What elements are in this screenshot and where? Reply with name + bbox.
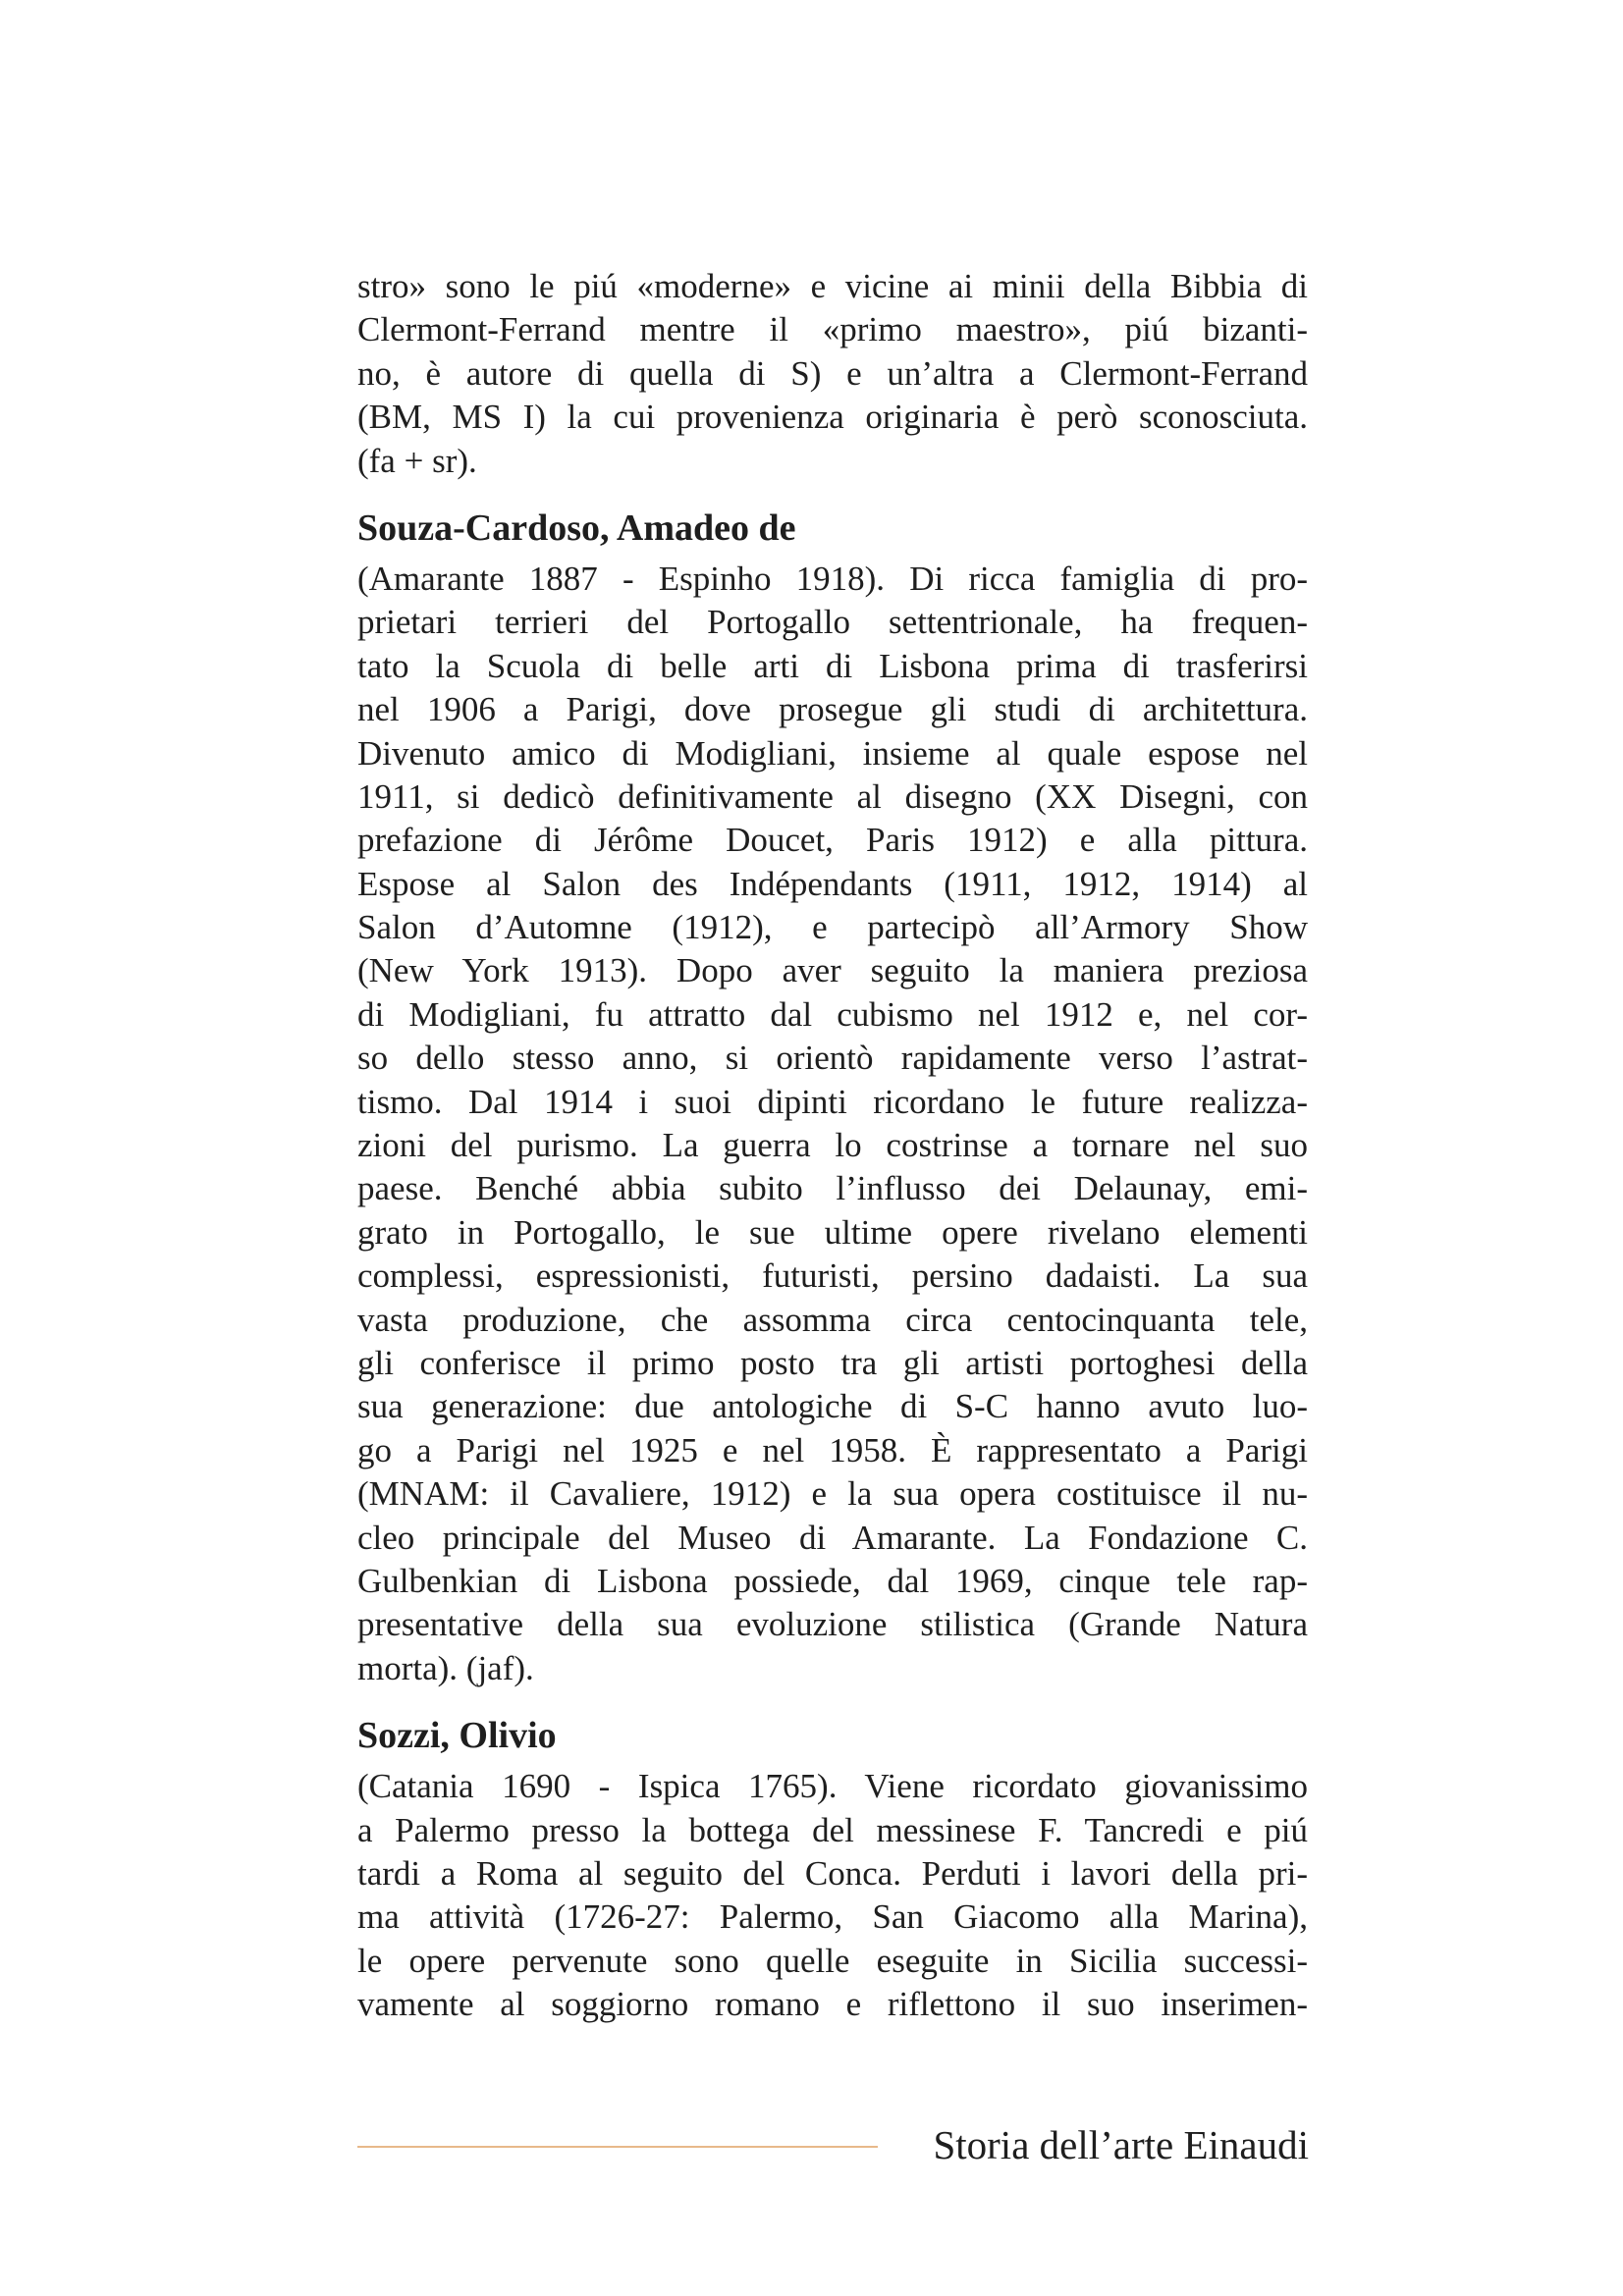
body-line: (fa + sr). <box>357 441 477 480</box>
body-line: prefazione di Jérôme Doucet, Paris 1912) e alla pittura. <box>357 821 1308 860</box>
body-line: (New York 1913). Dopo aver seguito la maniera preziosa <box>357 951 1308 990</box>
footer-title: Storia dell’arte Einaudi <box>933 2122 1309 2167</box>
body-line: grato in Portogallo, le sue ultime opere rivelano elementi <box>357 1212 1308 1252</box>
body-line: ma attività (1726-27: Palermo, San Giacomo alla Marina), <box>357 1897 1308 1937</box>
entry-souza-cardoso <box>357 505 1308 1690</box>
body-line: vasta produzione, che assomma circa centocinquanta tele, <box>357 1300 1308 1339</box>
body-line: (MNAM: il Cavaliere, 1912) e la sua opera costituisce il nu- <box>357 1474 1308 1514</box>
body-line: Clermont-Ferrand mentre il «primo maestro», piú bizanti- <box>357 310 1308 349</box>
body-line: prietari terrieri del Portogallo settentrionale, ha frequen- <box>357 603 1308 642</box>
body-line: tismo. Dal 1914 i suoi dipinti ricordano le future realizza- <box>357 1082 1308 1121</box>
body-line: no, è autore di quella di S) e un’altra a Clermont-Ferrand <box>357 353 1308 393</box>
body-line: gli conferisce il primo posto tra gli artisti portoghesi della <box>357 1343 1308 1382</box>
body-line: presentative della sua evoluzione stilistica (Grande Natura <box>357 1605 1308 1644</box>
entry-sozzi <box>357 1712 1308 2026</box>
body-line: (BM, MS I) la cui provenienza originaria è però sconosciuta. <box>357 398 1308 437</box>
body-line: cleo principale del Museo di Amarante. La Fondazione C. <box>357 1518 1308 1557</box>
body-line: 1911, si dedicò definitivamente al disegno (XX Disegni, con <box>357 776 1308 816</box>
body-line: tardi a Roma al seguito del Conca. Perduti i lavori della pri- <box>357 1853 1308 1893</box>
body-line: zioni del purismo. La guerra lo costrinse a tornare nel suo <box>357 1126 1308 1165</box>
body-line: stro» sono le piú «moderne» e vicine ai minii della Bibbia di <box>357 267 1308 305</box>
body-line: Gulbenkian di Lisbona possiede, dal 1969, cinque tele rap- <box>357 1561 1308 1600</box>
body-line: (Catania 1690 - Ispica 1765). Viene ricordato giovanissimo <box>357 1767 1308 1806</box>
body-line: vamente al soggiorno romano e riflettono il suo inserimen- <box>357 1985 1308 2024</box>
body-line: a Palermo presso la bottega del messinese F. Tancredi e piú <box>357 1810 1308 1849</box>
body-line: Divenuto amico di Modigliani, insieme al quale espose nel <box>357 733 1308 773</box>
body-line: (Amarante 1887 - Espinho 1918). Di ricca famiglia di pro- <box>357 559 1308 598</box>
entry-heading: Sozzi, Olivio <box>357 1715 557 1757</box>
body-line: complessi, espressionisti, futuristi, persino dadaisti. La sua <box>357 1256 1308 1296</box>
continuation-paragraph <box>357 265 1308 483</box>
footer-rule <box>357 2146 878 2148</box>
page-text <box>357 265 1308 2026</box>
body-line: so dello stesso anno, si orientò rapidamente verso l’astrat- <box>357 1039 1308 1078</box>
body-line: Espose al Salon des Indépendants (1911, 1912, 1914) al <box>357 864 1308 903</box>
body-line: Salon d’Automne (1912), e partecipò all’Armory Show <box>357 908 1308 947</box>
body-line: paese. Benché abbia subito l’influsso dei Delaunay, emi- <box>357 1169 1308 1208</box>
entry-heading: Souza-Cardoso, Amadeo de <box>357 507 796 549</box>
body-line: morta). (jaf). <box>357 1648 534 1687</box>
body-line: sua generazione: due antologiche di S-C hanno avuto luo- <box>357 1387 1308 1426</box>
body-line: di Modigliani, fu attratto dal cubismo nel 1912 e, nel cor- <box>357 994 1308 1034</box>
body-line: go a Parigi nel 1925 e nel 1958. È rappresentato a Parigi <box>357 1430 1308 1469</box>
body-line: nel 1906 a Parigi, dove prosegue gli studi di architettura. <box>357 690 1308 729</box>
body-line: le opere pervenute sono quelle eseguite in Sicilia successi- <box>357 1941 1308 1980</box>
body-line: tato la Scuola di belle arti di Lisbona prima di trasferirsi <box>357 646 1308 685</box>
